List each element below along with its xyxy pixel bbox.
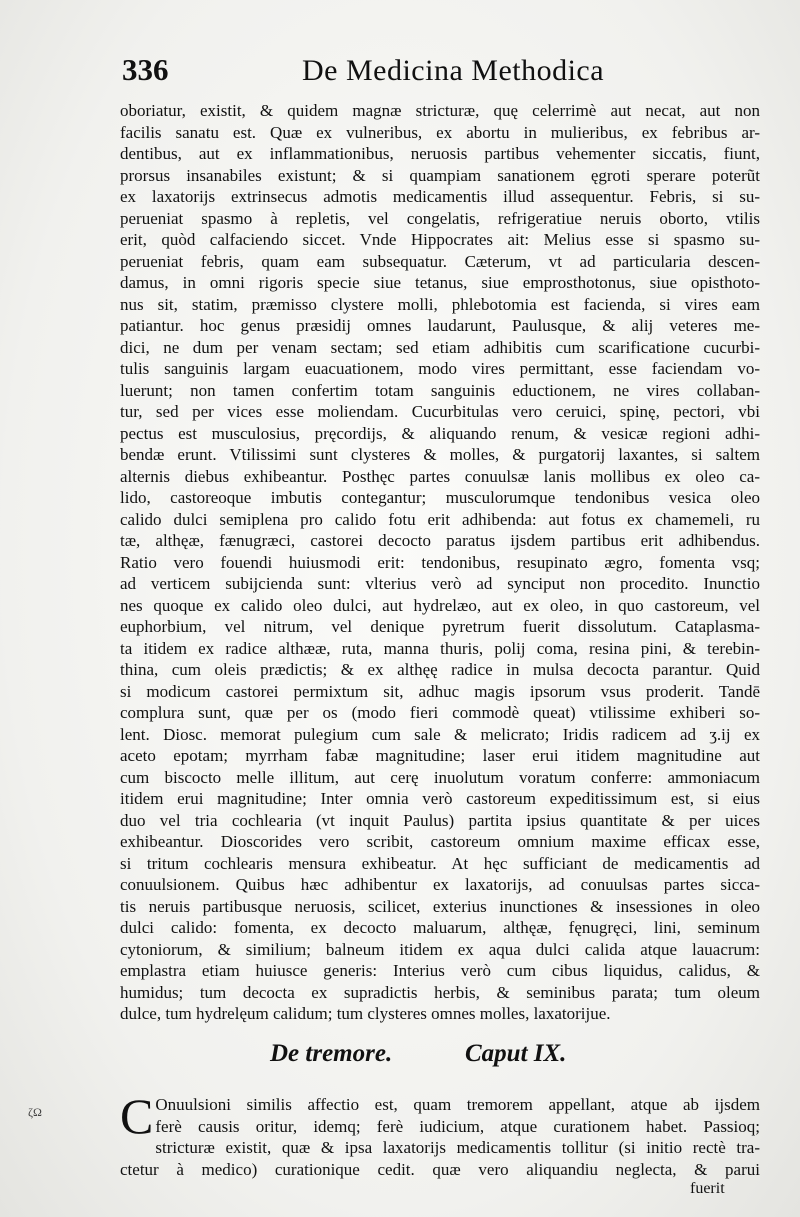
text-line: dici, ne dum per venam sectam; sed etiam adhibitis cum scarificatione cucurbi- bbox=[120, 337, 760, 357]
text-line: dulci calido: fomenta, ex decocto maluarum, althęæ, fęnugręci, lini, seminum bbox=[120, 918, 760, 937]
text-line: si tritum cochlearis mensura exhibeatur. At hęc sufficiant de medicamentis ad bbox=[120, 853, 760, 873]
text-line: complura sunt, quæ per os (modo fieri commodè queat) vtilissime exhiberi so- bbox=[120, 703, 760, 722]
text-line: emplastra etiam huiusce generis: Interius verò cum cibus liquidus, calidus, & bbox=[120, 961, 760, 980]
catchword: fuerit bbox=[690, 1180, 725, 1197]
text-line: nes quoque ex calido oleo dulci, aut hydrelæo, aut ex oleo, in quo castoreum, vel bbox=[120, 595, 760, 615]
text-line: tulis sanguinis largam euacuationem, modo vires permittant, esse faciendam vo- bbox=[120, 359, 760, 378]
text-line: perueniat febris, quam eam subsequatur. Cæterum, vt ad particularia descen- bbox=[120, 251, 760, 271]
text-line: alternis diebus exhibeantur. Posthęc partes conuulsæ lanis mollibus ex oleo ca- bbox=[120, 466, 760, 486]
chapter-heading bbox=[270, 1040, 630, 1074]
text-line: erit, quòd calfaciendo siccet. Vnde Hippocrates ait: Melius esse si spasmo su- bbox=[120, 230, 760, 249]
margin-mark: ζΩ bbox=[28, 1105, 42, 1119]
chapter-lines bbox=[120, 1088, 760, 1180]
text-line: pectus est musculosius, pręcordijs, & aliquando renum, & vesicæ regioni adhi- bbox=[120, 423, 760, 443]
text-line: dulce, tum hydrelęum calidum; tum clysteres omnes molles, laxatorijue. bbox=[120, 1004, 611, 1023]
text-line: tis neruis partibusque neruosis, scilicet, exterius inunctiones & insessiones in oleo bbox=[120, 896, 760, 916]
text-line: Ratio vero fouendi huiusmodi erit: tendonibus, resupinato ægro, fomenta vsq; bbox=[120, 552, 760, 572]
text-line: euphorbium, vel nitrum, vel denique pyretrum fuerit dissolutum. Cataplasma- bbox=[120, 617, 760, 636]
text-line: perueniat spasmo à repletis, vel congelatis, refrigeratiue neruis oborto, vtilis bbox=[120, 208, 760, 228]
text-line: lent. Diosc. memorat pulegium cum sale & melicrato; Iridis radicem ad ʒ.ij ex bbox=[120, 724, 760, 744]
page-header bbox=[122, 52, 742, 100]
text-line: damus, in omni rigoris specie siue tetanus, siue emprosthotonus, siue opisthoto- bbox=[120, 273, 760, 292]
chapter-text-line: Onuulsioni similis affectio est, quam tremorem appellant, atque ab ijsdem bbox=[155, 1095, 760, 1114]
text-line: duo vel tria cochlearia (vt inquit Paulus) partita ipsius quantitate & per uices bbox=[120, 810, 760, 830]
chapter-title: De tremore. bbox=[270, 1040, 393, 1067]
drop-cap: C bbox=[120, 1088, 154, 1144]
text-line: cum biscocto melle illitum, aut cerę inuolutum voratum conferre: ammoniacum bbox=[120, 767, 760, 787]
text-line: calido dulci semiplena pro calido fotu erit adhibenda: aut fotus ex chamemeli, ru bbox=[120, 509, 760, 529]
text-line: lido, castoreoque imbutis contegantur; musculorumque tendonibus vesica oleo bbox=[120, 488, 760, 507]
text-line: thina, cum oleis prædictis; & ex althęę radice in mulsa decocta parantur. Quid bbox=[120, 660, 760, 679]
chapter-text bbox=[120, 1088, 760, 1180]
text-line: aceto epotam; myrrham fabæ magnitudine; laser erui itidem magnitudine aut bbox=[120, 746, 760, 765]
text-line: exhibeantur. Dioscorides vero scribit, castoreum omnium maxime efficax esse, bbox=[120, 832, 760, 851]
chapter-text-line: ctetur à medico) curationique cedit. quæ vero aliquandiu neglecta, & parui bbox=[120, 1159, 760, 1179]
chapter-text-line: stricturæ existit, quæ & ipsa laxatorijs medicamentis tollitur (si initio rectè tra- bbox=[155, 1138, 760, 1157]
text-line: tæ, althęæ, fænugræci, castorei decocto paratus ijsdem partibus erit adhibendus. bbox=[120, 531, 760, 550]
text-line: cytoniorum, & similium; balneum itidem ex aqua dulci calida atque lauacrum: bbox=[120, 939, 760, 959]
text-line: ex laxatorijs extrinsecus admotis medicamentis illud assequentur. Febris, si su- bbox=[120, 187, 760, 206]
text-line: oboriatur, existit, & quidem magnæ stricturæ, quę celerrimè aut necat, aut non bbox=[120, 101, 760, 120]
chapter-text-line: ferè causis oritur, idemq; ferè iudicium, atque curationem habet. Passioq; bbox=[155, 1116, 760, 1136]
text-line: prorsus insanabiles existunt; & si quampiam sanationem ęgroti sperare poterũt bbox=[120, 165, 760, 185]
body-text bbox=[120, 100, 760, 1025]
chapter-number: Caput IX. bbox=[465, 1040, 567, 1067]
text-line: tur, sed per vices esse moliendam. Cucurbitulas vero ceruici, spinę, pectori, vbi bbox=[120, 402, 760, 421]
page-number: 336 bbox=[122, 52, 169, 87]
running-head: De Medicina Methodica bbox=[302, 54, 605, 87]
text-line: conuulsionem. Quibus hæc adhibentur ex laxatorijs, ad conuulsas partes sicca- bbox=[120, 875, 760, 894]
text-line: bendæ erunt. Vtilissimi sunt clysteres & molles, & purgatorij laxantes, si saltem bbox=[120, 445, 760, 464]
text-line: ad verticem subijcienda sunt: vlterius verò ad synciput non procedito. Inunctio bbox=[120, 574, 760, 593]
text-line: nus sit, statim, præmisso clystere molli, phlebotomia est facienda, si vires eam bbox=[120, 294, 760, 314]
text-line: humidus; tum decocta ex supradictis herbis, & seminibus parata; tum oleum bbox=[120, 982, 760, 1002]
text-line: patiantur. hoc genus præsidij omnes laudarunt, Paulusque, & alij veteres me- bbox=[120, 316, 760, 335]
text-line: dentibus, aut ex inflammationibus, neruosis partibus vehementer siccatis, fiunt, bbox=[120, 144, 760, 163]
text-line: luerunt; non tamen confertim totam sanguinis eductionem, ne vires collaban- bbox=[120, 380, 760, 400]
text-line: itidem erui magnitudine; Inter omnia verò castoreum expeditissimum est, si eius bbox=[120, 789, 760, 808]
text-line: ta itidem ex radice althææ, ruta, manna thuris, polij coma, resina pini, & terebin- bbox=[120, 638, 760, 658]
text-line: facilis sanatu est. Quæ ex vulneribus, ex abortu in mulieribus, ex febribus ar- bbox=[120, 122, 760, 142]
text-line: si modicum castorei permixtum sit, adhuc magis ipsorum vsus proderit. Tandē bbox=[120, 681, 760, 701]
